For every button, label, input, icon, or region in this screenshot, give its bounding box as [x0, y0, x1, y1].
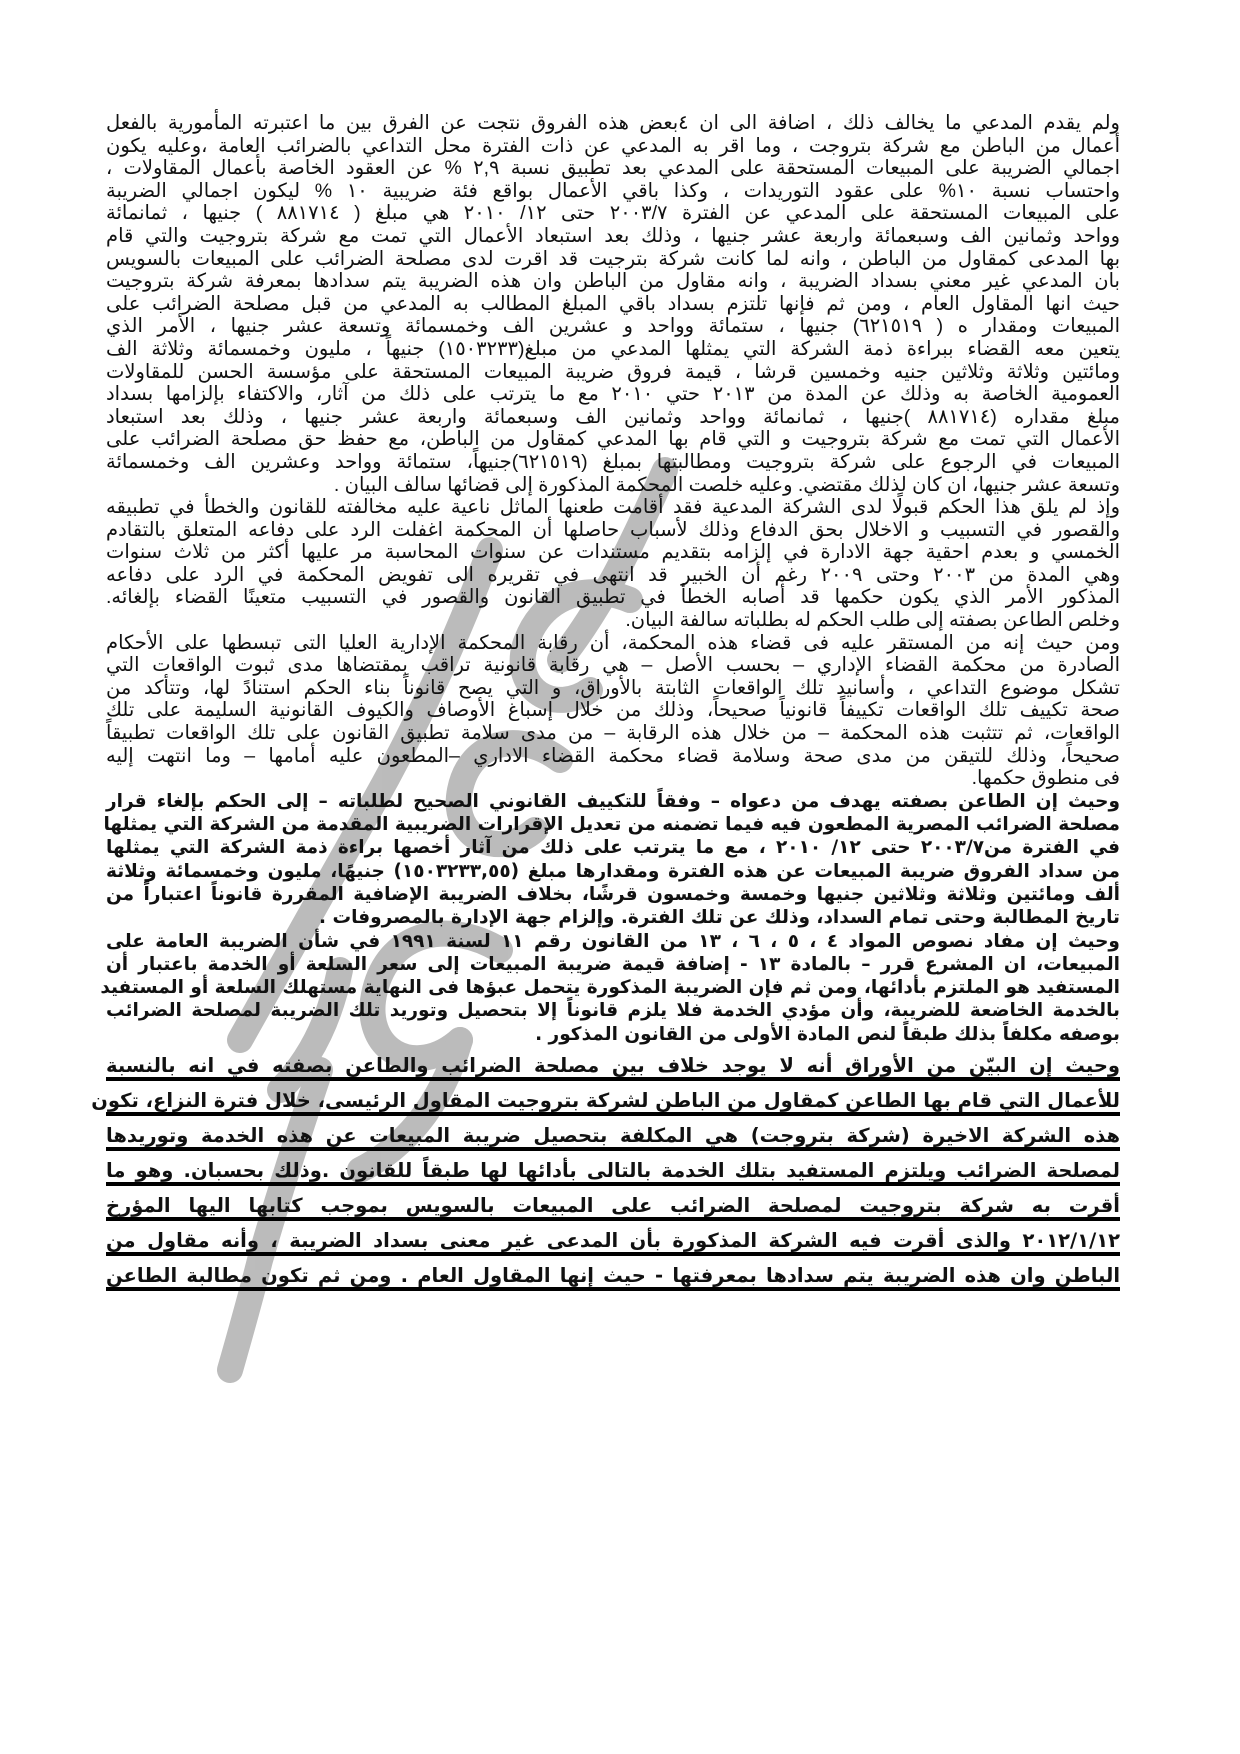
text-line: حيث انها المقاول العام ، ومن ثم فإنها تلتزم بسداد باقي المبلغ المطالب به المدعي من قبل مصلحة الضرائب على — [106, 292, 1120, 315]
text-line: أقرت به شركة بتروجيت لمصلحة الضرائب على المبيعات بالسويس بموجب كتابها اليها المؤرخ — [106, 1190, 1120, 1221]
text-line: على المبيعات المستحقة على المدعي عن الفترة ٢٠٠٣/٧ حتى ١٢/ ٢٠١٠ هي مبلغ ( ٨٨١٧١٤ ) جنيها ، ثمانمائة — [106, 202, 1120, 225]
text-line: المستفيد هو الملتزم بأدائها، ومن ثم فإن الضريبة المذكورة يتحمل عبؤها فى النهاية مستهلك السلعة أو المستفيد — [100, 977, 1120, 999]
text-line: ٢٠١٢/١/١٢ والذى أقرت فيه الشركة المذكورة بأن المدعى غير معنى بسداد الضريبة ، وأنه مقاول من — [106, 1225, 1120, 1256]
text-line: المبيعات ومقدار ه ( ٦٢١٥١٩) جنيها ، ستمائة وواحد و عشرين الف وخمسمائة وتسعة عشر جنيها ، الأمر الذي — [106, 315, 1120, 338]
document-body — [91, 112, 1121, 1295]
text-line: اجمالي الضريبة على المبيعات المستحقة على المدعي بعد تطبيق نسبة ٢,٩ % عن العقود الخاصة بأعمال المقاولات ، — [106, 157, 1121, 180]
text-line: مصلحة الضرائب المصرية المطعون فيه فيما تضمنه من تعديل الإقرارات الضريبية المقدمة من الشركة التي يمثلها — [103, 814, 1120, 836]
text-line: من سداد الفروق ضريبة المبيعات عن هذه الفترة ومقدارها مبلغ (١٥٠٣٢٣٣,٥٥) جنيهًا، مليون وخمسمائة وثلاثة — [106, 860, 1120, 882]
text-line: وحيث إن الطاعن بصفته يهدف من دعواه – وفقاً للتكييف القانوني الصحيح لطلباته – إلى الحكم بإلغاء قرار — [106, 790, 1120, 812]
text-line: الصادرة من محكمة القضاء الإداري – بحسب الأصل – هي رقابة قانونية تراقب بمقتضاها مدى ثبوت الواقعات التي — [106, 654, 1120, 677]
text-line: المذكور الأمر الذي يكون حكمها قد أصابه الخطأ في تطبيق القانون والقصور في التسبيب متعينًا القضاء بإلغائه. — [106, 586, 1120, 609]
text-line: وخلص الطاعن بصفته إلى طلب الحكم له بطلباته سالفة البيان. — [625, 609, 1120, 632]
text-line: تاريخ المطالبة وحتى تمام السداد، وذلك عن تلك الفترة. وإلزام جهة الإدارة بالمصروفات . — [319, 907, 1120, 929]
text-line: وواحد وثمانين الف وسبعمائة واربعة عشر جنيها ، وذلك بعد استبعاد الأعمال التي تمت مع شركة بتروجيت والتي قام — [106, 224, 1120, 247]
text-line: وحيث إن مفاد نصوص المواد ٤ ، ٥ ، ٦ ، ١٣ من القانون رقم ١١ لسنة ١٩٩١ في شأن الضريبة العامة على — [106, 930, 1120, 952]
text-line: وتسعة عشر جنيها، ان كان لذلك مقتضي. وعليه خلصت المحكمة المذكورة إلى قضائها سالف البيان . — [333, 473, 1120, 496]
text-line: الخمسي و بعدم احقية جهة الادارة في إلزامه بتقديم مستندات عن سنوات المحاسبة مر عليها أكثر من ثلاث سنوات — [106, 541, 1120, 564]
text-line: بها المدعى كمقاول من الباطن ، وانه لما كانت شركة بترجيت قد اقرت لدى مصلحة الضرائب على المبيعات بالسويس — [106, 247, 1120, 270]
judgment-text-bold — [100, 790, 1121, 1046]
text-line: صحة تكييف تلك الواقعات تكييفاً قانونياً صحيحاً، وذلك من خلال إسباغ الأوصاف والكيوف القانونية السليمة على تلك — [106, 699, 1120, 722]
text-line: يتعين معه القضاء ببراءة ذمة الشركة التي يمثلها المدعي من مبلغ(١٥٠٣٢٣٣) جنيهاً ، مليون وخمسمائة وثلاثة الف — [106, 337, 1120, 360]
text-line: ولم يقدم المدعي ما يخالف ذلك ، اضافة الى ان ٤بعض هذه الفروق نتجت عن الفرق بين ما اعتبرته المأمورية بالفعل — [106, 112, 1120, 134]
text-line: والقصور في التسبيب و الاخلال بحق الدفاع وذلك لأسباب حاصلها أن المحكمة اغفلت الرد على دفاعه المتعلق بالتقادم — [106, 518, 1120, 541]
text-line: مبلغ مقداره (٨٨١٧١٤ )جنيها ، ثمانمائة وواحد وثمانين الف وسبعمائة واربعة عشر جنيها ، وذلك بعد استبعاد — [106, 405, 1120, 428]
text-line: ألف ومائتين وثلاثة وثلاثين جنيها وخمسة وخمسون قرشًا، بخلاف الضريبة الإضافية المقررة قانوناً اعتباراً من — [106, 884, 1120, 905]
text-line: بان المدعي غير معني بسداد الضريبة ، وانه مقاول من الباطن وان هذه الضريبة يتم سدادها بمعرفة شركة بتروجيت — [106, 270, 1120, 293]
text-line: المبيعات في الرجوع على شركة بتروجيت ومطالبتها بمبلغ (٦٢١٥١٩)جنيهاً، ستمائة وواحد وعشرين الف وخمسمائة — [106, 450, 1121, 473]
text-line: هذه الشركة الاخيرة (شركة بتروجت) هي المكلفة بتحصيل ضريبة المبيعات عن هذه الخدمة وتوريدها — [106, 1120, 1120, 1151]
text-line: المبيعات، ان المشرع قرر – بالمادة ١٣ - إضافة قيمة ضريبة المبيعات إلى سعر السلعة أو الخدمة باعتبار أن — [106, 953, 1120, 975]
judgment-text-normal — [106, 112, 1120, 790]
text-line: في الفترة من٢٠٠٣/٧ حتى ١٢/ ٢٠١٠ ، مع ما يترتب على ذلك من آثار أخصها براءة ذمة الشركة التي يمثلها — [106, 837, 1121, 859]
text-line: بوصفه مكلفاً بذلك طبقاً لنص المادة الأولى من القانون المذكور . — [535, 1023, 1120, 1045]
text-line: فى منطوق حكمها. — [971, 767, 1120, 790]
text-line: الأعمال التي تمت مع شركة بتروجيت و التي قام بها المدعي كمقاول من الباطن، مع حفظ حق مصلحة الضرائب على — [106, 428, 1120, 451]
text-line: ومائتين وثلاثة وثلاثين جنيه وخمسين قرشا ، قيمة فروق ضريبة المبيعات المستحقة على مؤسسة الحسن للمقاولات — [106, 360, 1120, 383]
text-line: وحيث إن البيّن من الأوراق أنه لا يوجد خلاف بين مصلحة الضرائب والطاعن بصفته في انه بالنسبة — [106, 1050, 1120, 1081]
text-line: تشكل موضوع التداعي ، وأسانيد تلك الواقعات الثابتة بالأوراق، و التي يصح قانوناً بناء الحكم استنادً لها، وتتأكد من — [106, 676, 1120, 699]
text-line: الباطن وان هذه الضريبة يتم سدادها بمعرفتها - حيث إنها المقاول العام . ومن ثم تكون مطالبة الطاعن — [106, 1260, 1120, 1291]
text-line: وإذ لم يلق هذا الحكم قبولًا لدى الشركة المدعية فقد أقامت طعنها الماثل ناعية عليه مخالفته للقانون والخطأ في تطبيقه — [106, 496, 1120, 519]
text-line: أعمال من الباطن مع شركة بتروجت ، وما اقر به المدعي عن ذات الفترة محل التداعي بالضرائب العامة ،وعليه يكون — [106, 134, 1120, 157]
text-line: للأعمال التي قام بها الطاعن كمقاول من الباطن لشركة بتروجيت المقاول الرئيسى، خلال فترة النزاع، تكون — [106, 1085, 1120, 1116]
judgment-text-underlined — [91, 1050, 1120, 1291]
text-line: وهي المدة من ٢٠٠٣ وحتى ٢٠٠٩ رغم أن الخبير قد انتهى في تقريره الى تفويض المحكمة في الرد على دفاعه — [106, 563, 1120, 586]
text-line: واحتساب نسبة ١٠% على عقود التوريدات ، وكذا باقي الأعمال بواقع فئة ضريبية ١٠ % ليكون اجمالي الضريبة — [106, 179, 1120, 202]
text-line: الواقعات، ثم تتثبت هذه المحكمة – من خلال هذه الرقابة – من مدى سلامة تطبيق القانون على تلك الواقعات تطبيقاً — [106, 722, 1120, 745]
text-line: لمصلحة الضرائب ويلتزم المستفيد بتلك الخدمة بالتالى بأدائها لها طبقاً للقانون .وذلك بحسبان. وهو ما — [106, 1155, 1120, 1186]
text-line: صحيحاً، وذلك للتيقن من مدى صحة وسلامة قضاء محكمة القضاء الاداري –المطعون عليه أمامها – وما انتهت إليه — [106, 744, 1120, 767]
text-line: ومن حيث إنه من المستقر عليه فى قضاء هذه المحكمة، أن رقابة المحكمة الإدارية العليا التى تبسطها على الأحكام — [106, 631, 1120, 654]
text-line: بالخدمة الخاضعة للضريبة، وأن مؤدي الخدمة فلا يلزم قانوناً إلا بتحصيل وتوريد تلك الضريبة لمصلحة الضرائب — [106, 1000, 1120, 1022]
text-line: العمومية الخاصة به وذلك عن المدة من ٢٠١٣ حتي ٢٠١٠ مع ما يترتب على ذلك من آثار، والاكتفاء بإلزامها بسداد — [106, 383, 1121, 406]
